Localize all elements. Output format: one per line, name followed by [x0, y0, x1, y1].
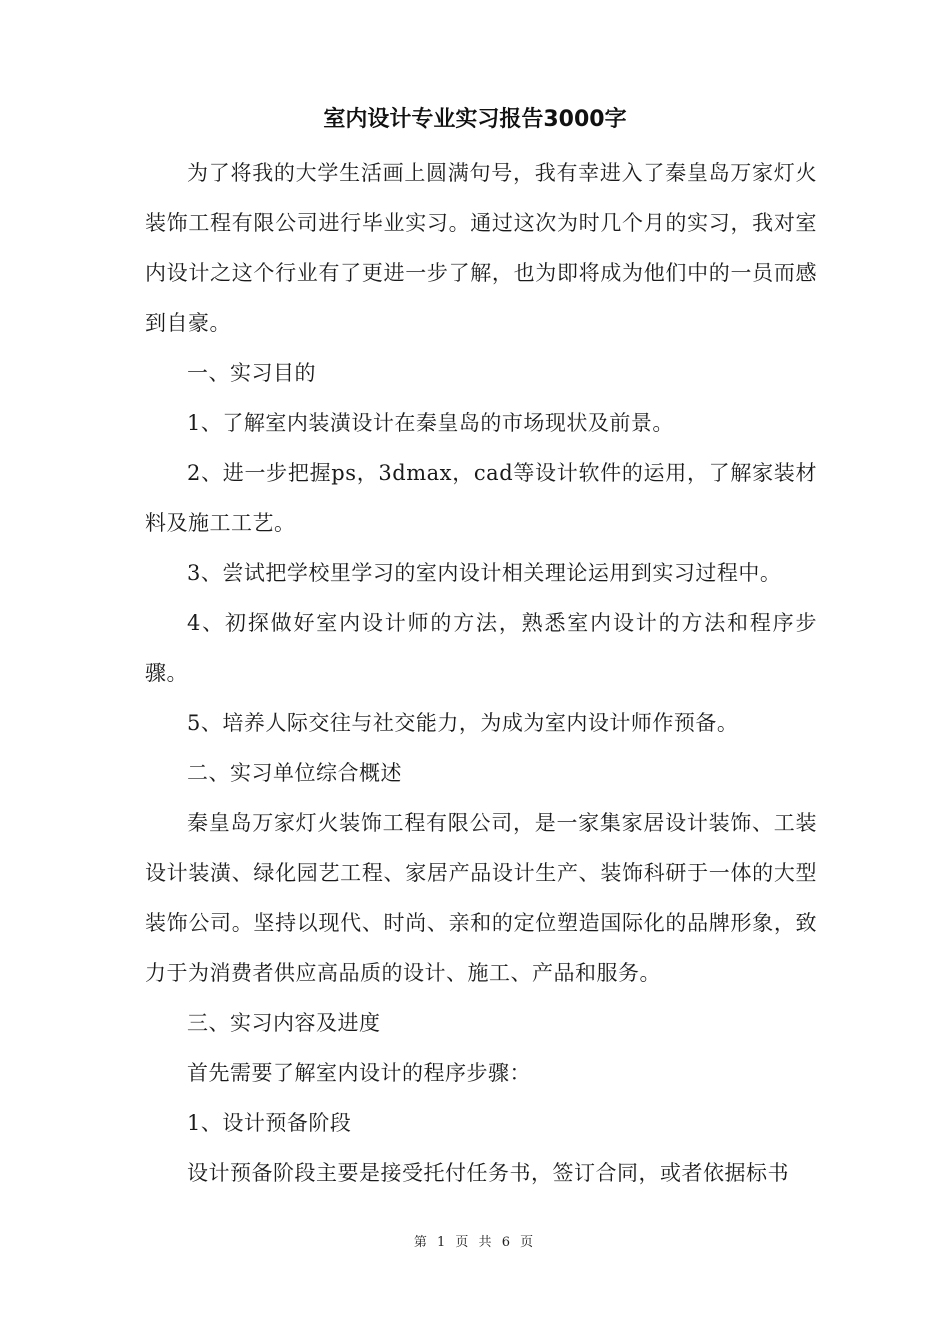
heading-section-3: 三、实习内容及进度: [187, 1011, 381, 1035]
list-item: 4、初探做好室内设计师的方法，熟悉室内设计的方法和程序步骤。: [145, 611, 817, 685]
list-item: 3、尝试把学校里学习的室内设计相关理论运用到实习过程中。: [187, 561, 782, 585]
heading-section-2: 二、实习单位综合概述: [187, 761, 402, 785]
paragraph-step-1: 设计预备阶段主要是接受托付任务书，签订合同，或者依据标书: [187, 1161, 789, 1185]
list-item: 1、了解室内装潢设计在秦皇岛的市场现状及前景。: [187, 411, 674, 435]
list-item: 2、进一步把握ps，3dmax，cad等设计软件的运用，了解家装材料及施工工艺。: [145, 461, 817, 535]
document-body: [145, 148, 817, 1198]
subheading-step-1: 1、设计预备阶段: [187, 1111, 352, 1135]
heading-section-1: 一、实习目的: [187, 361, 316, 385]
paragraph-company: 秦皇岛万家灯火装饰工程有限公司，是一家集家居设计装饰、工装设计装潢、绿化园艺工程、家居产品设计生产、装饰科研于一体的大型装饰公司。坚持以现代、时尚、亲和的定位塑造国际化的品牌形象，致力于为消费者供应高品质的设计、施工、产品和服务。: [145, 811, 817, 985]
paragraph-intro: 为了将我的大学生活画上圆满句号，我有幸进入了秦皇岛万家灯火装饰工程有限公司进行毕业实习。通过这次为时几个月的实习，我对室内设计之这个行业有了更进一步了解，也为即将成为他们中的一员而感到自豪。: [145, 161, 817, 335]
list-item: 5、培养人际交往与社交能力，为成为室内设计师作预备。: [187, 711, 739, 735]
document-title: 室内设计专业实习报告3000字: [323, 107, 627, 132]
page-footer: 第 1 页 共 6 页: [413, 1235, 537, 1250]
paragraph-steps-intro: 首先需要了解室内设计的程序步骤：: [187, 1061, 531, 1085]
